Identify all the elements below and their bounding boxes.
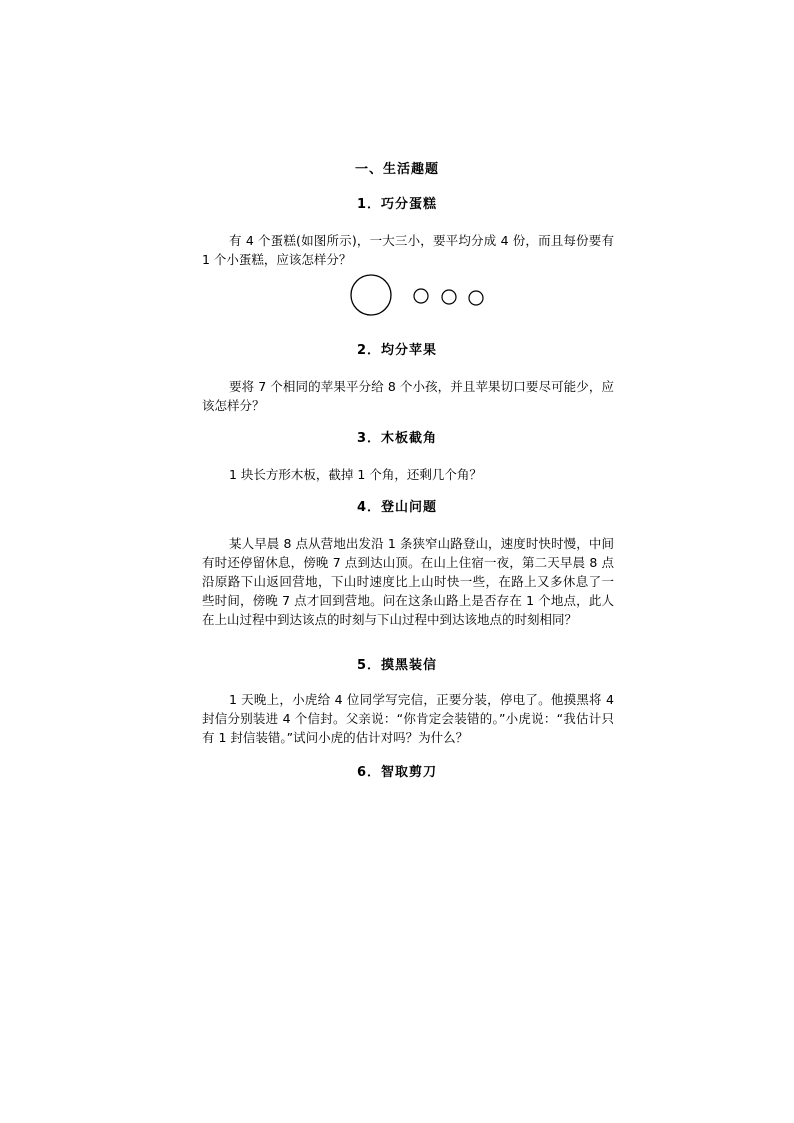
- problem-1-text: 有 4 个蛋糕(如图所示)，一大三小，要平均分成 4 份，而且每份要有 1 个小蛋糕，应该怎样分？: [202, 233, 614, 267]
- small-cake-circle-2: [442, 290, 456, 304]
- problem-3-text: 1 块长方形木板，截掉 1 个角，还剩几个角？: [229, 467, 482, 482]
- small-cake-circle-1: [414, 289, 428, 303]
- problem-6-heading: 6．智取剪刀: [356, 765, 438, 780]
- problem-2-text: 要将 7 个相同的苹果平分给 8 个小孩，并且苹果切口要尽可能少，应该怎样分？: [202, 379, 614, 413]
- problem-3-heading: 3．木板截角: [356, 431, 438, 446]
- problem-4-text: 某人早晨 8 点从营地出发沿 1 条狭窄山路登山，速度时快时慢，中间有时还停留休息，傍晚 7 点到达山顶。在山上住宿一夜，第二天早晨 8 点沿原路下山返回营地，下山时速度比上山时快一些，在路上又多休息了一些时间，傍晚 7 点才回到营地。问在这条山路上是否存在 1 个地点，此人在上山过程中到达该点的时刻与下山过程中到达该地点的时刻相同？: [202, 536, 614, 627]
- cake-figure: [340, 268, 500, 324]
- small-cake-circle-3: [469, 291, 483, 305]
- section-title: 一、生活趣题: [354, 162, 439, 177]
- problem-5-text: 1 天晚上，小虎给 4 位同学写完信，正要分装，停电了。他摸黑将 4 封信分别装进 4 个信封。父亲说：“你肯定会装错的。”小虎说：“我估计只有 1 封信装错。”试问小虎的估计对吗？为什么？: [202, 692, 614, 745]
- problem-5-heading: 5．摸黑装信: [356, 658, 438, 673]
- problem-1-heading: 1．巧分蛋糕: [356, 197, 438, 212]
- problem-4-heading: 4．登山问题: [356, 500, 438, 515]
- problem-2-heading: 2．均分苹果: [356, 343, 438, 358]
- large-cake-circle: [351, 275, 391, 315]
